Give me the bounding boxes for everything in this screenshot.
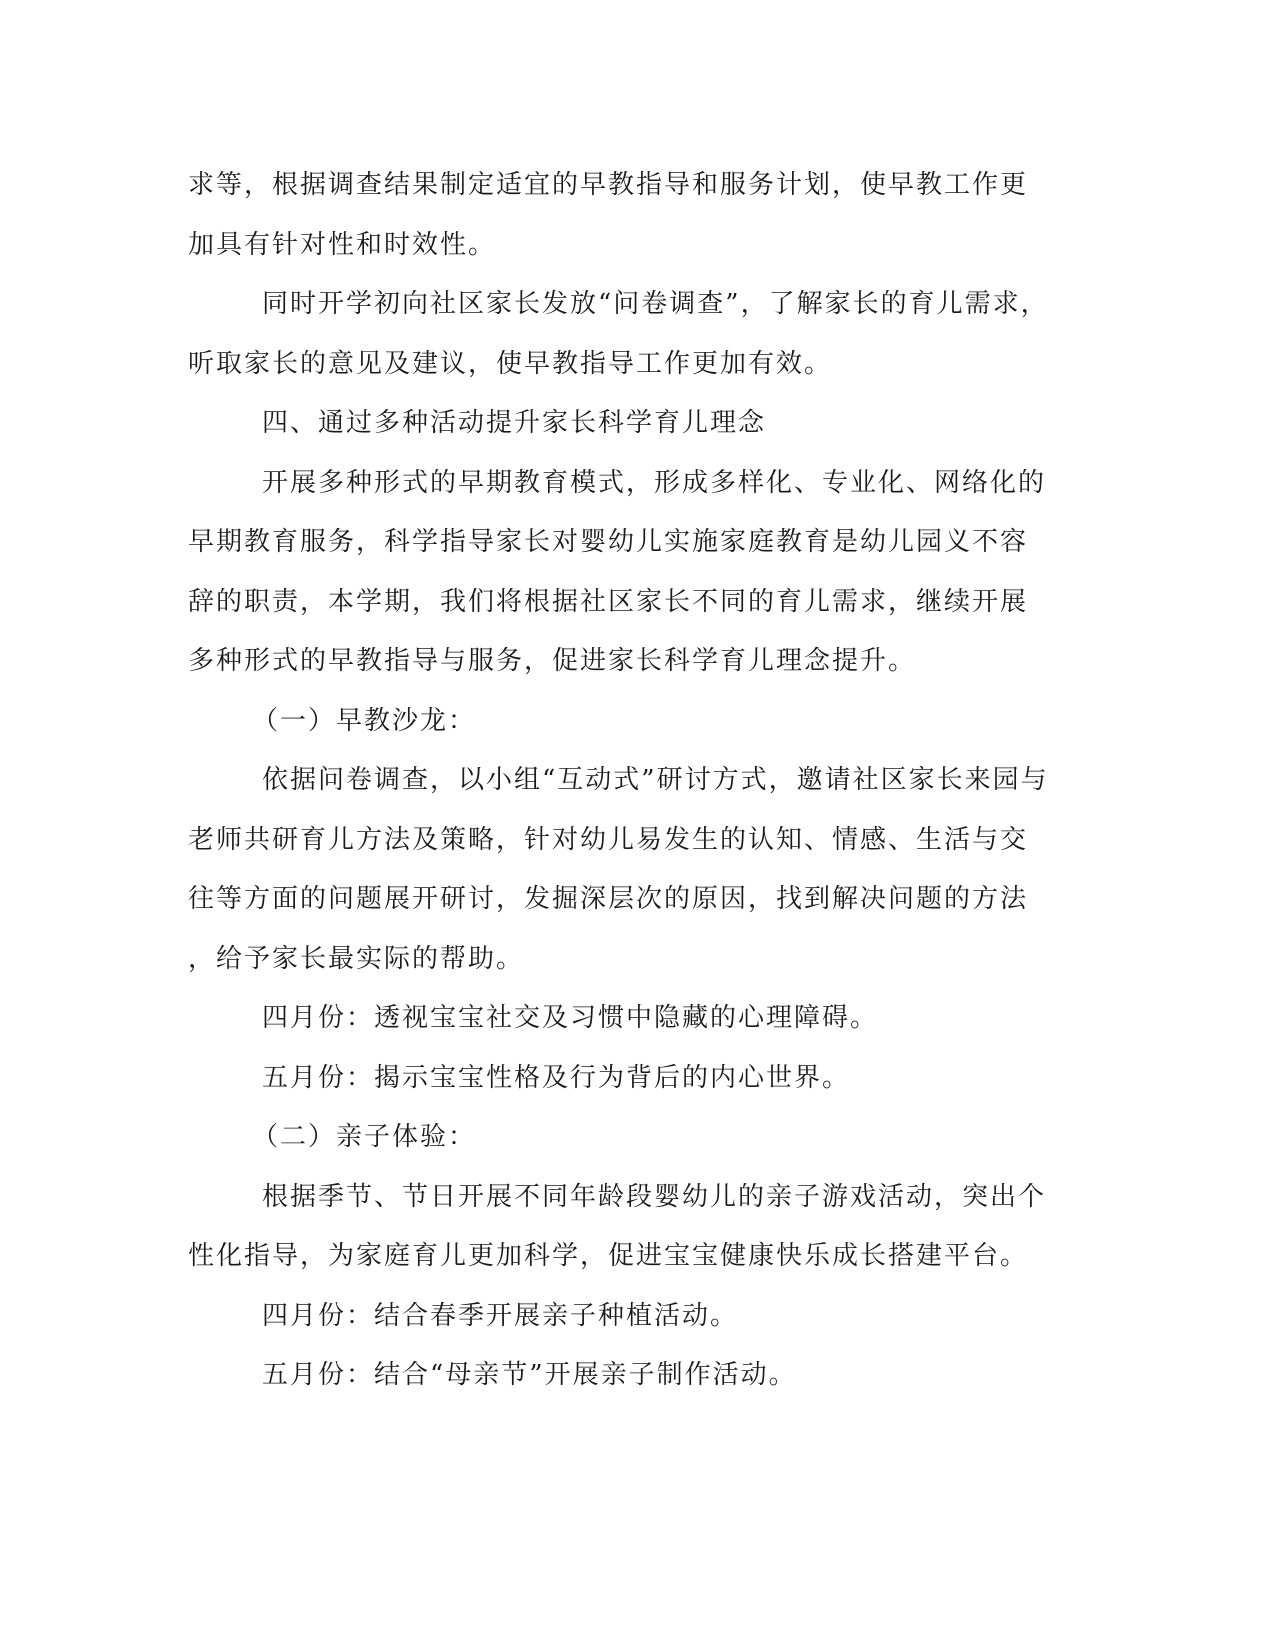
- subsection-heading: （一）早教沙龙：: [252, 705, 477, 736]
- paragraph-line: 开展多种形式的早期教育模式，形成多样化、专业化、网络化的: [262, 467, 1047, 498]
- paragraph-line: 往等方面的问题展开研讨，发掘深层次的原因，找到解决问题的方法: [188, 884, 1029, 914]
- paragraph-line: 根据季节、节日开展不同年龄段婴幼儿的亲子游戏活动，突出个: [262, 1181, 1047, 1212]
- paragraph-line: 老师共研育儿方法及策略，针对幼儿易发生的认知、情感、生活与交: [188, 824, 1029, 855]
- list-item: 四月份：透视宝宝社交及习惯中隐藏的心理障碍。: [262, 1003, 879, 1033]
- paragraph-line: 早期教育服务，科学指导家长对婴幼儿实施家庭教育是幼儿园义不容: [188, 527, 1029, 557]
- paragraph-line: 求等，根据调查结果制定适宜的早教指导和服务计划，使早教工作更: [188, 170, 1029, 200]
- paragraph-line: 听取家长的意见及建议，使早教指导工作更加有效。: [188, 348, 833, 379]
- list-item: 五月份：结合“母亲节”开展亲子制作活动。: [262, 1360, 797, 1390]
- paragraph-line: 辞的职责，本学期，我们将根据社区家长不同的育儿需求，继续开展: [188, 586, 1029, 617]
- paragraph-line: 多种形式的早教指导与服务，促进家长科学育儿理念提升。: [188, 646, 917, 676]
- subsection-heading: （二）亲子体验：: [252, 1122, 477, 1152]
- document-body: [188, 156, 1068, 1406]
- paragraph-line: ，给予家长最实际的帮助。: [188, 943, 525, 974]
- paragraph-line: 同时开学初向社区家长发放“问卷调查”，了解家长的育儿需求，: [262, 289, 1049, 319]
- list-item: 四月份：结合春季开展亲子种植活动。: [262, 1300, 739, 1331]
- paragraph-line: 性化指导，为家庭育儿更加科学，促进宝宝健康快乐成长搭建平台。: [188, 1241, 1029, 1271]
- list-item: 五月份：揭示宝宝性格及行为背后的内心世界。: [262, 1062, 851, 1093]
- paragraph-line: 依据问卷调查，以小组“互动式”研讨方式，邀请社区家长来园与: [262, 765, 1049, 795]
- section-heading: 四、通过多种活动提升家长科学育儿理念: [262, 408, 767, 438]
- paragraph-line: 加具有针对性和时效性。: [188, 229, 497, 260]
